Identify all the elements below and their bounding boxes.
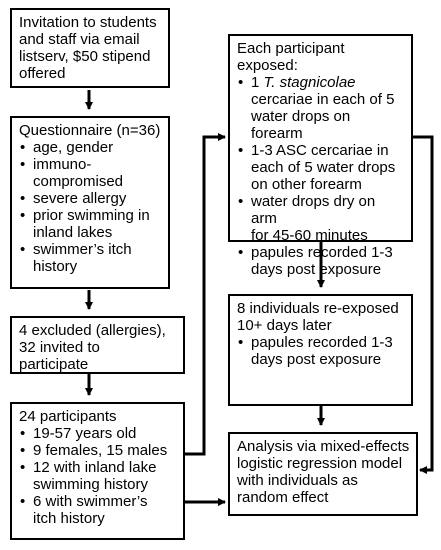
list-item: • papules recorded 1-3 days post exposure xyxy=(237,334,405,368)
exposure-list xyxy=(237,74,405,278)
list-item: • water drops dry on arm for 45-60 minutes xyxy=(237,193,405,244)
invitation-line-1: Invitation to students xyxy=(19,14,157,31)
analysis-line-4: random effect xyxy=(237,489,329,506)
questionnaire-box xyxy=(10,116,170,289)
species-name: T. stagnicolae xyxy=(263,74,356,91)
list-item: • 19-57 years old xyxy=(19,425,177,442)
arrow-exposed-to-analysis xyxy=(413,137,432,470)
analysis-line-3: with individuals as xyxy=(237,472,358,489)
list-item: • 1 T. stagnicolae cercariae in each of 5 water drops on forearm xyxy=(237,74,405,142)
list-item: • papules recorded 1-3 days post exposure xyxy=(237,244,405,278)
list-item: • 9 females, 15 males xyxy=(19,442,177,459)
questionnaire-title: Questionnaire (n=36) xyxy=(19,122,161,139)
list-item: • prior swimming in inland lakes xyxy=(19,207,162,241)
exposure-box xyxy=(228,34,413,278)
invitation-line-3: listserv, $50 stipend xyxy=(19,48,151,65)
list-item: • swimmer’s itch history xyxy=(19,241,162,275)
exposure-title: Each participant exposed: xyxy=(237,40,345,74)
list-item: • 6 with swimmer’s itch history xyxy=(19,493,177,527)
excluded-line-1: 4 excluded (allergies), xyxy=(19,322,166,339)
reexposure-list xyxy=(237,334,405,368)
list-item: • 1-3 ASC cercariae in each of 5 water drops on other forearm xyxy=(237,142,405,193)
participants-box xyxy=(10,402,185,540)
questionnaire-list xyxy=(19,139,162,275)
analysis-line-1: Analysis via mixed-effects xyxy=(237,438,410,455)
excluded-line-2: 32 invited to xyxy=(19,339,100,356)
excluded-line-3: participate xyxy=(19,356,89,373)
reexposure-line-1: 8 individuals re-exposed xyxy=(237,300,399,317)
arrow-participants-to-exposed xyxy=(185,137,225,454)
list-item: • age, gender xyxy=(19,139,162,156)
excluded-box xyxy=(10,316,185,374)
list-item: • 12 with inland lake swimming history xyxy=(19,459,177,493)
analysis-box xyxy=(228,432,418,516)
reexposure-line-2: 10+ days later xyxy=(237,317,332,334)
participants-list xyxy=(19,425,177,527)
list-item: • severe allergy xyxy=(19,190,162,207)
participants-title: 24 participants xyxy=(19,408,117,425)
analysis-line-2: logistic regression model xyxy=(237,455,403,472)
invitation-line-4: offered xyxy=(19,65,66,82)
invitation-line-2: and staff via email xyxy=(19,31,140,48)
invitation-box xyxy=(10,8,170,88)
list-item: • immuno- compromised xyxy=(19,156,162,190)
reexposure-box xyxy=(228,294,413,406)
